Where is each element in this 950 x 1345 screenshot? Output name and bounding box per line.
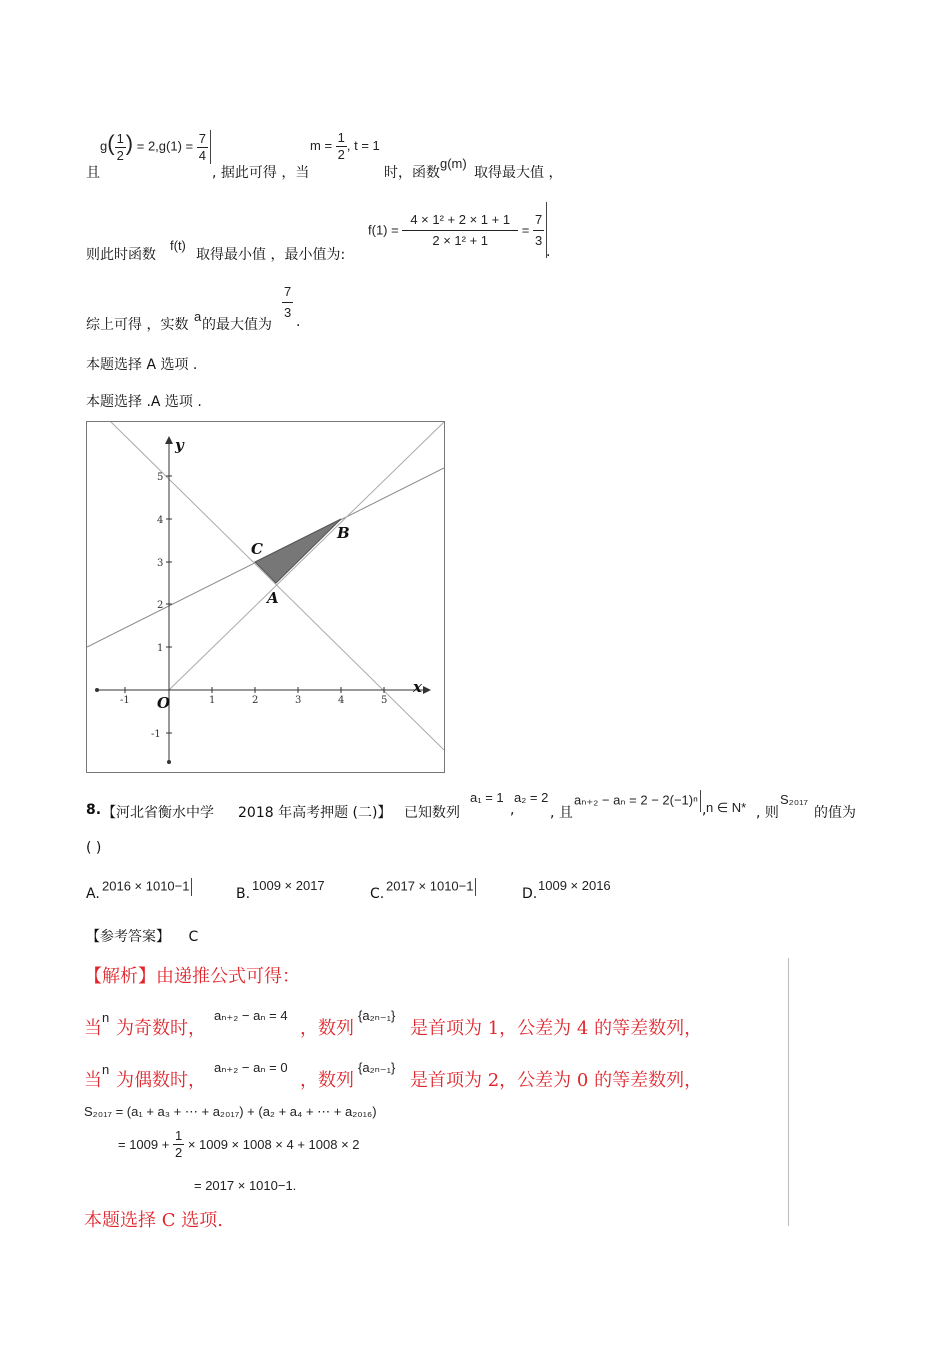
analysis-conclusion: 本题选择 C 选项.: [84, 1210, 223, 1231]
y-tick-5: 5: [157, 472, 164, 483]
q8-recurrence: aₙ₊₂ − aₙ = 2 − 2(−1)ⁿ: [574, 790, 701, 812]
x-axis-arrow: [423, 686, 431, 694]
x-tick-5: 5: [381, 695, 388, 706]
feasible-region-triangle: [255, 519, 341, 583]
f1-equation: f(1) = $\frac{\text{4 × 1² + 2 × 1 + 1}}{\text{2 × 1² + 1}}$ = $\frac{7}{3}$: [368, 202, 547, 258]
y-tick-1: 1: [157, 643, 164, 654]
origin-label: O: [157, 694, 171, 712]
q8-a2: a₂ = 2: [514, 790, 549, 805]
answer-label: 【参考答案】: [86, 929, 170, 945]
point-b-label: B: [337, 524, 350, 542]
analysis-head: 【解析】由递推公式可得：: [84, 966, 300, 987]
y-tick-neg1: -1: [151, 729, 161, 740]
q8-a1: a₁ = 1: [470, 790, 504, 805]
option-d-label: D.: [522, 886, 538, 902]
line3-text2: 的最大值为: [202, 317, 272, 333]
option-b-label: B.: [236, 886, 251, 902]
q8-source: 【河北省衡水中学: [102, 805, 214, 821]
odd-formula: aₙ₊₂ − aₙ = 4: [214, 1008, 288, 1023]
sum-line-2: = 1009 + $\frac{1}{2}$ × 1009 × 1008 × 4 + 1008 × 2: [118, 1128, 360, 1160]
x-tick-4: 4: [338, 695, 345, 706]
q8-text4: 的值为: [814, 805, 856, 821]
point-a-label: A: [267, 589, 279, 607]
graph-svg: [87, 422, 444, 772]
sum-line-3: = 2017 × 1010−1.: [194, 1178, 297, 1193]
m-equation: m = $\frac{1}{2}$ , t = 1: [310, 130, 380, 162]
line3-text1: 综上可得 ，实数: [86, 317, 189, 333]
even-seq: {a₂ₙ₋₁}: [358, 1060, 396, 1075]
g-of-m: g(m): [440, 156, 467, 171]
option-c-label: C.: [370, 886, 385, 902]
column-divider: [788, 958, 789, 1226]
line1-text3: 取得最大值 ，: [474, 165, 563, 181]
line3-end: .: [296, 314, 301, 330]
max-fraction: $\frac{7}{3}$: [284, 284, 292, 320]
choice-line-2: 本题选择 .A 选项 .: [86, 394, 202, 410]
line1-text2: 时，函数: [384, 165, 440, 181]
odd-seq: {a₂ₙ₋₁}: [358, 1008, 396, 1023]
x-tick-1: 1: [209, 695, 216, 706]
line-2: [86, 196, 586, 263]
answer-line: [86, 926, 198, 946]
analysis-odd: 当 n 为奇数时， aₙ₊₂ − aₙ = 4 ，数列 {a₂ₙ₋₁} 是首项为 1，公差为 4 的等差数列，: [84, 1008, 703, 1039]
option-a-label: A.: [86, 886, 100, 902]
question-8: 8. 【河北省衡水中学 2018 年高考押题 (二)】 已知数列 a₁ = 1 , a₂ = 2 , 且 aₙ₊₂ − aₙ = 2 − 2(−1)ⁿ , n ∈ N* , 则 S₂₀₁₇ 的值为: [86, 790, 856, 821]
y-tick-2: 2: [157, 600, 164, 611]
point-c-label: C: [251, 540, 263, 558]
x-tick-neg1: -1: [120, 695, 130, 706]
sum-line-1: S₂₀₁₇ = (a₁ + a₃ + ⋯ + a₂₀₁₇) + (a₂ + a₄ + ⋯ + a₂₀₁₆): [84, 1104, 377, 1119]
q8-nset: n ∈ N*: [706, 800, 747, 815]
g-equation: g( $\frac{1}{2}$ ) = 2,g(1) = $\frac{7}{4}$: [100, 130, 211, 164]
line2-text2: 取得最小值 ，最小值为:: [196, 247, 346, 263]
y-axis-label: y: [175, 436, 184, 454]
x-tick-2: 2: [252, 695, 259, 706]
a-variable: a: [194, 309, 202, 324]
q8-number: 8.: [86, 802, 102, 818]
x-tick-3: 3: [295, 695, 302, 706]
choice-line-1: 本题选择 A 选项 .: [86, 357, 198, 373]
line2-text1: 则此时函数: [86, 247, 156, 263]
answer-value: C: [188, 929, 199, 945]
option-a-value: 2016 × 1010−1: [102, 878, 192, 896]
option-d-value: 1009 × 2016: [538, 878, 611, 893]
q8-s2017: S₂₀₁₇: [780, 792, 808, 807]
x-axis-label: x: [413, 678, 422, 696]
q8-paren: ( ): [86, 840, 102, 856]
even-formula: aₙ₊₂ − aₙ = 0: [214, 1060, 288, 1075]
line1-text1: , 据此可得 ，当: [212, 165, 310, 181]
q8-text2: , 且: [550, 805, 573, 821]
f-of-t: f(t): [170, 238, 186, 253]
line1-prefix: 且: [86, 165, 100, 181]
option-c-value: 2017 × 1010−1: [386, 878, 476, 896]
option-b-value: 1009 × 2017: [252, 878, 325, 893]
y-tick-3: 3: [157, 558, 164, 569]
line-y-eq-x: [169, 422, 444, 690]
options: [86, 876, 686, 906]
q8-text1: 已知数列: [404, 805, 460, 821]
line-3: [86, 282, 386, 332]
line2-end: .: [546, 244, 551, 260]
y-axis-arrow: [165, 436, 173, 444]
q8-source2: 2018 年高考押题 (二)】: [238, 805, 392, 821]
coordinate-graph: [86, 421, 445, 773]
y-tick-4: 4: [157, 515, 164, 526]
q8-text3: , 则: [756, 805, 779, 821]
analysis-even: 当 n 为偶数时， aₙ₊₂ − aₙ = 0 ，数列 {a₂ₙ₋₁} 是首项为 2，公差为 0 的等差数列，: [84, 1060, 703, 1091]
